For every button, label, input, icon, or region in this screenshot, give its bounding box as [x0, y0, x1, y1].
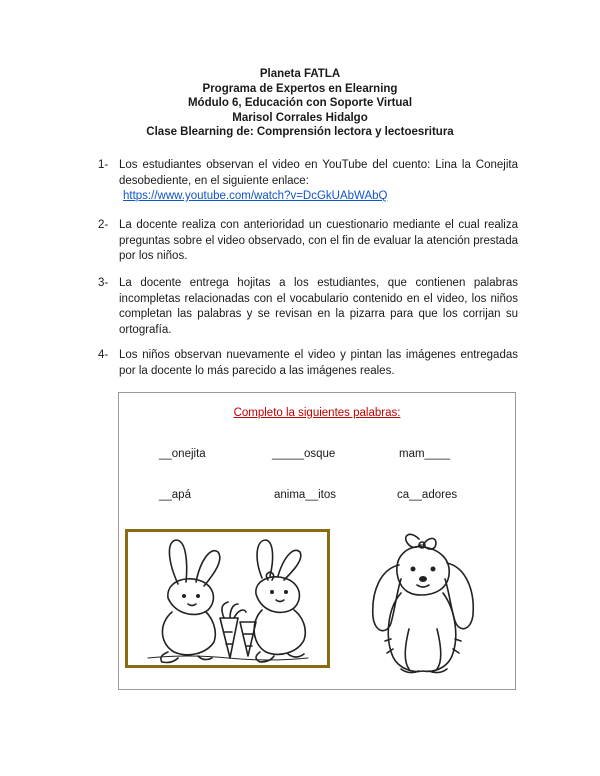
document-header: [100, 67, 500, 140]
blank-word: __apá: [159, 489, 191, 501]
blank-word: __onejita: [159, 448, 206, 460]
youtube-link[interactable]: https://www.youtube.com/watch?v=DcGkUAbWAbQ: [123, 190, 388, 202]
header-class: Clase Blearning de: Comprensión lectora y lectoesritura: [146, 126, 454, 138]
list-item-number: 1-: [98, 159, 109, 171]
header-author: Marisol Corrales Hidalgo: [232, 111, 368, 124]
list-item-number: 3-: [98, 277, 109, 289]
list-item-1: [98, 158, 518, 205]
list-item-3: [98, 276, 518, 338]
header-module: Módulo 6, Educación con Soporte Virtual: [187, 97, 413, 109]
blank-word: _____osque: [272, 448, 336, 460]
list-item-number: 2-: [98, 219, 109, 231]
list-item-text: La docente entrega hojitas a los estudiantes, que contienen palabras incompletas relacionadas con el vocabulario contenido en el video, los niños completan las palabras y se revisan en la pizarra para que los corrijan su ortografía.: [119, 277, 518, 336]
list-item-text: Los estudiantes observan el video en YouTube del cuento: Lina la Conejita desobediente, en el siguiente enlace:: [119, 159, 518, 187]
list-item-text: La docente realiza con anterioridad un cuestionario mediante el cual realiza preguntas sobre el video observado, con el fin de evaluar la atención prestada por los niños.: [119, 219, 518, 262]
blank-word: anima__itos: [274, 489, 337, 501]
worksheet-box: [118, 392, 516, 690]
blank-word: mam____: [399, 448, 451, 460]
header-title: Planeta FATLA: [259, 68, 341, 80]
blank-word: ca__adores: [397, 489, 458, 501]
list-item-2: [98, 218, 518, 265]
list-item-text: Los niños observan nuevamente el video y pintan las imágenes entregadas por la docente lo más parecido a las imágenes reales.: [119, 349, 518, 377]
bunny-with-bow-image: [357, 529, 487, 677]
header-program: Programa de Expertos en Elearning: [202, 82, 398, 95]
bunnies-drawing: [128, 532, 327, 665]
worksheet-title: Completo la siguientes palabras:: [233, 407, 401, 419]
bunny-drawing: [357, 529, 487, 677]
bunnies-coloring-image: [125, 529, 330, 668]
list-item-number: 4-: [98, 349, 109, 361]
list-item-4: [98, 348, 518, 379]
